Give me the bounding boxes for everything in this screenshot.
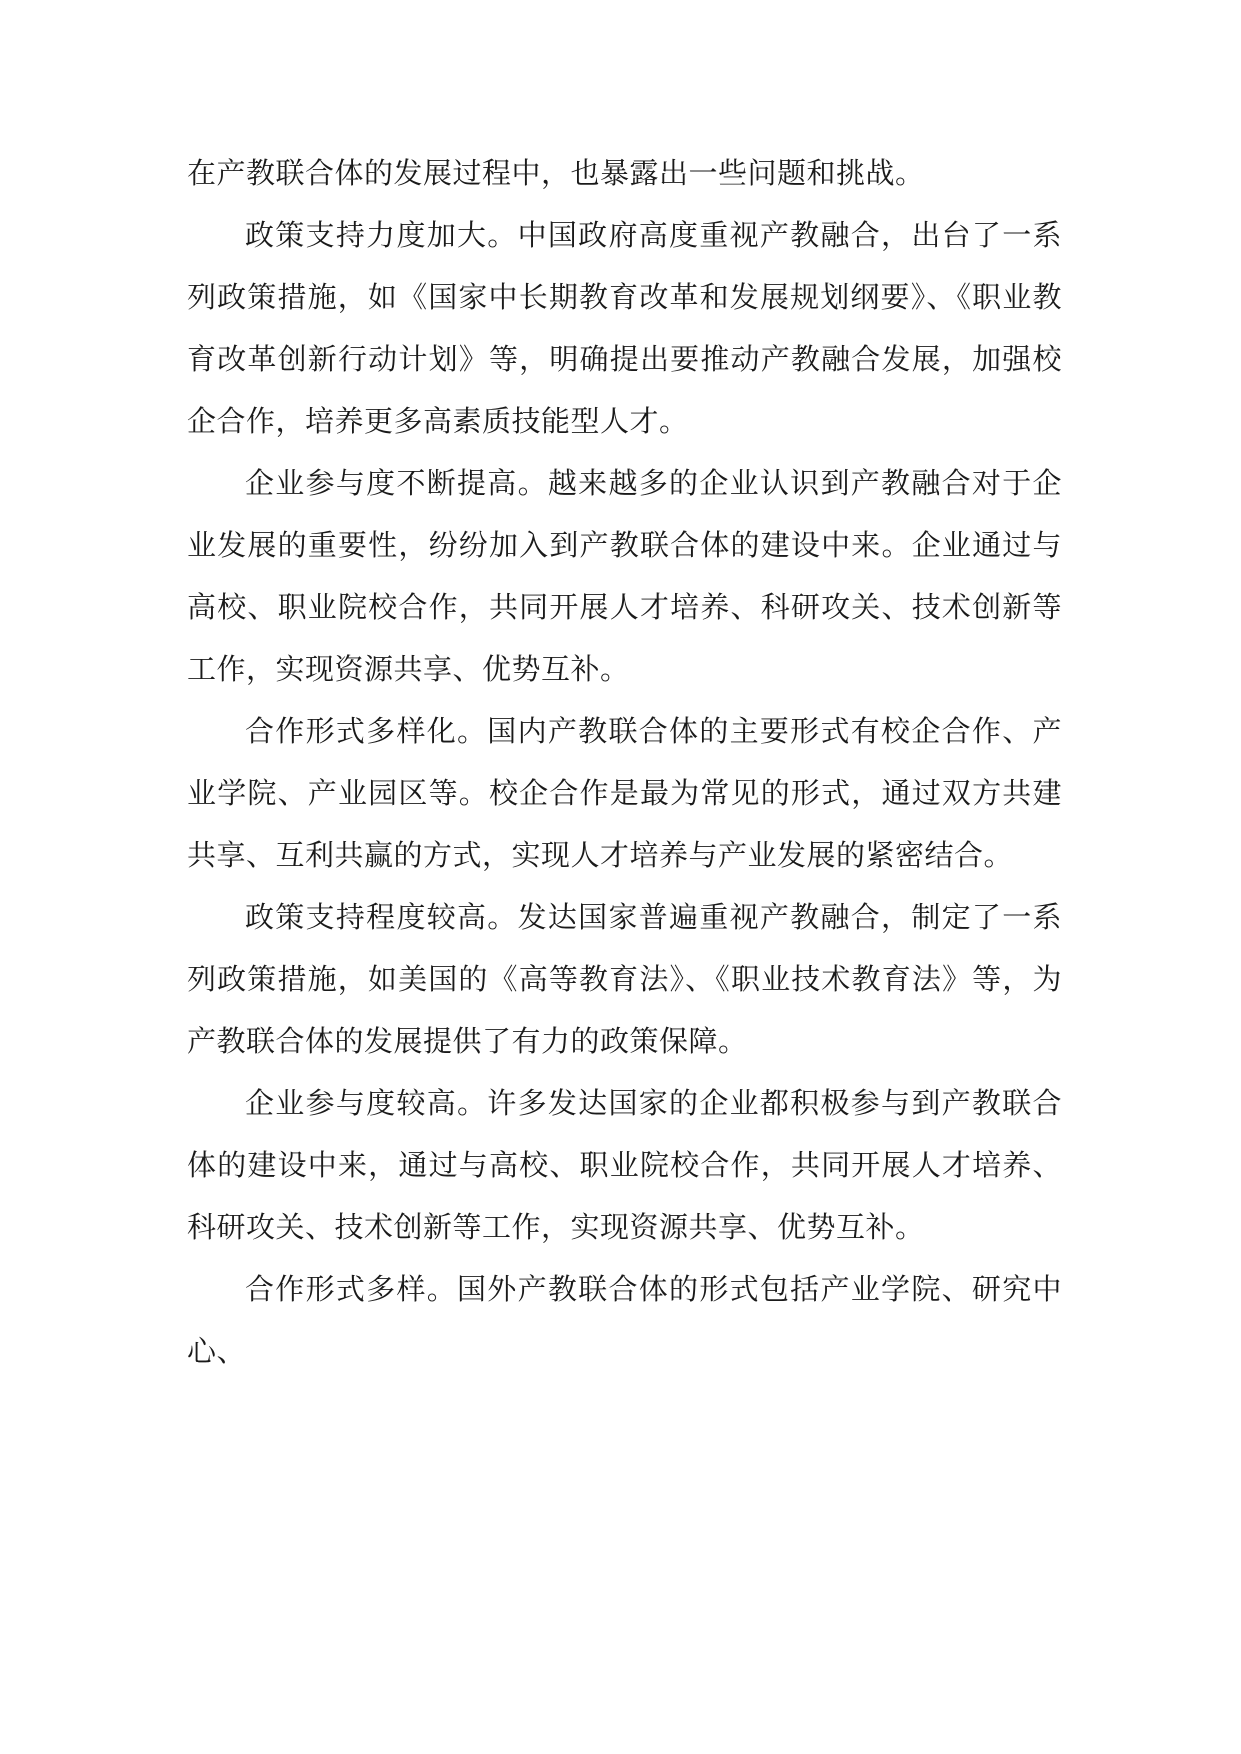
paragraph-1: 在产教联合体的发展过程中，也暴露出一些问题和挑战。 [187, 156, 925, 190]
body-text [187, 142, 1062, 1382]
paragraph-2: 政策支持力度加大。中国政府高度重视产教融合，出台了一系列政策措施，如《国家中长期教育改革和发展规划纲要》、《职业教育改革创新行动计划》等，明确提出要推动产教融合发展，加强校企合作，培养更多高素质技能型人才。 [187, 218, 1062, 438]
paragraph-4: 合作形式多样化。国内产教联合体的主要形式有校企合作、产业学院、产业园区等。校企合作是最为常见的形式，通过双方共建共享、互利共赢的方式，实现人才培养与产业发展的紧密结合。 [187, 714, 1062, 872]
paragraph-3: 企业参与度不断提高。越来越多的企业认识到产教融合对于企业发展的重要性，纷纷加入到产教联合体的建设中来。企业通过与高校、职业院校合作，共同开展人才培养、科研攻关、技术创新等工作，实现资源共享、优势互补。 [187, 466, 1062, 686]
paragraph-7: 合作形式多样。国外产教联合体的形式包括产业学院、研究中心、 [187, 1272, 1062, 1368]
paragraph-6: 企业参与度较高。许多发达国家的企业都积极参与到产教联合体的建设中来，通过与高校、职业院校合作，共同开展人才培养、科研攻关、技术创新等工作，实现资源共享、优势互补。 [187, 1086, 1062, 1244]
paragraph-5: 政策支持程度较高。发达国家普遍重视产教融合，制定了一系列政策措施，如美国的《高等教育法》、《职业技术教育法》等，为产教联合体的发展提供了有力的政策保障。 [187, 900, 1062, 1058]
